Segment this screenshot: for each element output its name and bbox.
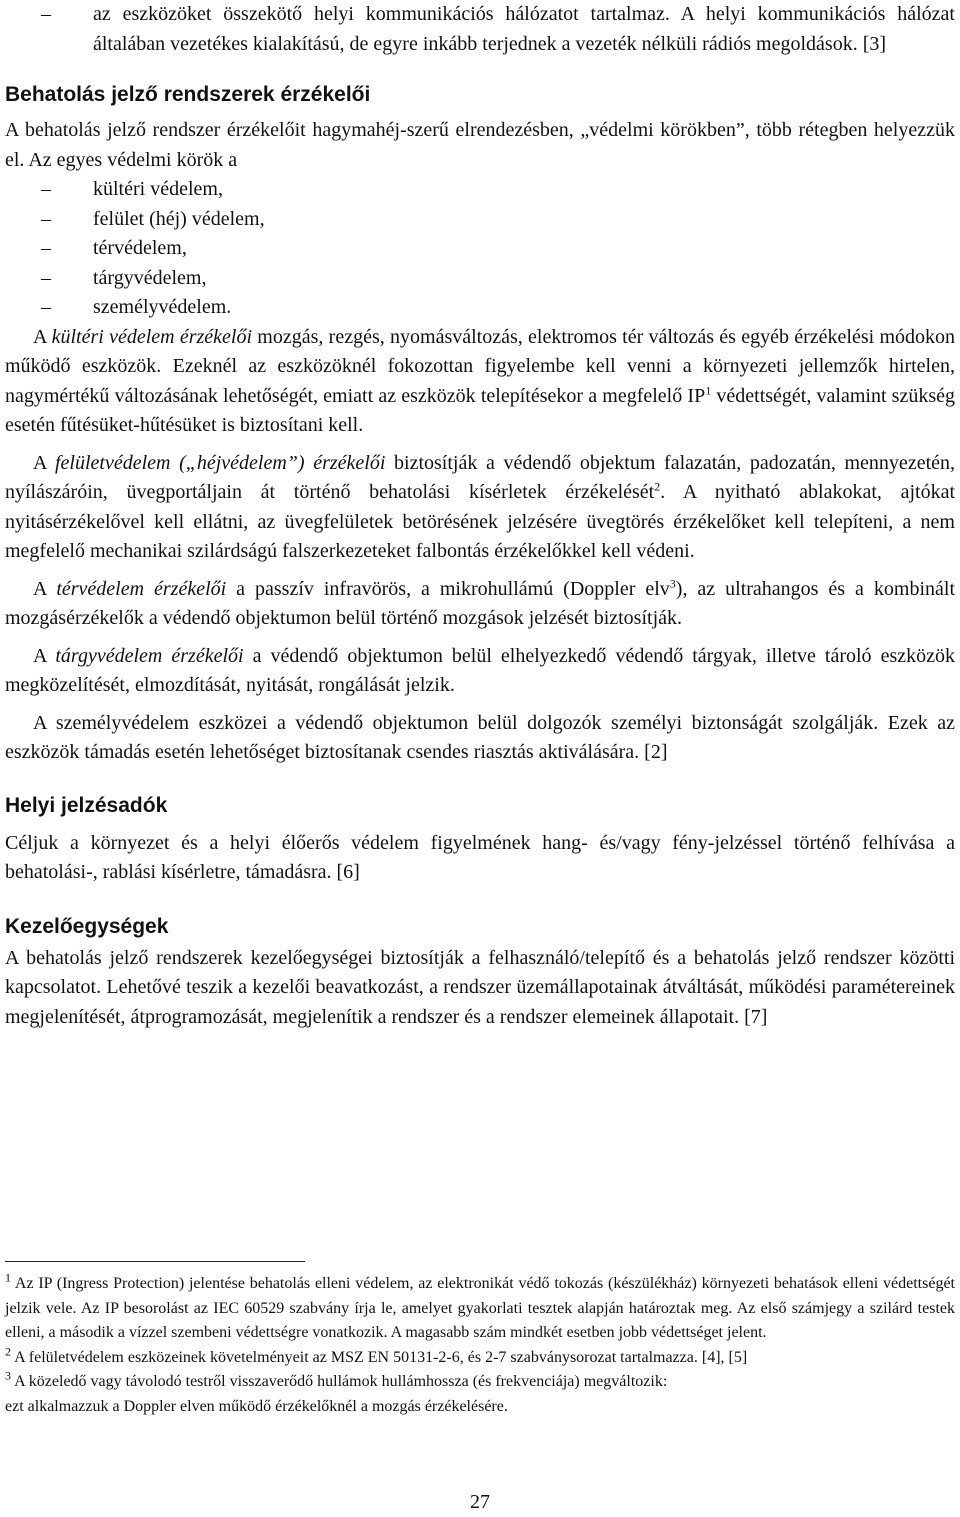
surface-protection-paragraph: A felületvédelem („héjvédelem”) érzékelői biztosítják a védendő objektum falazatán, padozatán, mennyezetén, nyílászáróin, üvegportáljain át történő behatolási kísérletek érzékelését$^2$. A nyitható ablakokat, ajtókat nyitásérzékelővel kell ellátni, az üvegfelületek betörésének jelzésére üvegtörés érzékelőket kell telepíteni, a nem megfelelő mechanikai szilárdságú falszerkezeteket falbontás érzékelőkkel kell védeni. [5, 451, 956, 562]
footnote-ref-2[interactable]: 2 [654, 479, 661, 494]
outdoor-protection-paragraph: A kültéri védelem érzékelői mozgás, rezgés, nyomásváltozás, elektromos tér változás és egyéb érzékelési módokon működő eszközök. Ezeknél az eszközöknél fokozottan figyelembe kell venni a környezeti jellemzők hirtelen, nagymértékű változásának lehetőségét, emiatt az eszközök telepítésekor a megfelelő $IP^1$ védettségét, valamint szükség esetén fűtésüket-hűtésüket is biztosítani kell. [5, 325, 956, 436]
list-item: – felület (héj) védelem, [5, 205, 955, 235]
list-item: – térvédelem, [5, 234, 955, 264]
footnote-1: $^1$ Az IP (Ingress Protection) jelentése behatolás elleni védelem, az elektronikát védő tokozás (készülékház) környezeti behatások elleni védettségét jelzik vele. Az IP besorolást az IEC 60529 szabvány írja le, amelyet gyakorlati tesztek alapján határoztak meg. Az első számjegy a szilárd testek elleni, a második a vízzel szembeni védettségre vonatkozik. A magasabb szám mindkét esetben jobb védettséget jelent. [5, 1270, 955, 1341]
page-number: 27 [470, 1491, 490, 1513]
term-surface: felületvédelem („héjvédelem”) érzékelői [54, 451, 386, 474]
section-heading-sensors: Behatolás jelző rendszerek érzékelői [5, 83, 371, 106]
intro-list [5, 0, 955, 59]
footnote-ref-3[interactable]: 3 [669, 575, 676, 590]
footnote-separator [5, 1261, 305, 1262]
list-item: – kültéri védelem, [5, 175, 955, 205]
footnote-2: $^2$ A felületvédelem eszközeinek követelményeit az MSZ EN 50131-2-6, és 2-7 szabványsorozat tartalmazza. [4], [5] [5, 1344, 748, 1366]
list-item: – az eszközöket összekötő helyi kommunikációs hálózatot tartalmaz. A helyi kommunikációs hálózat általában vezetékes kialakítású, de egyre inkább terjednek a vezeték nélküli rádiós megoldások. [3] [5, 0, 955, 59]
object-protection-paragraph: A tárgyvédelem érzékelői a védendő objektumon belül elhelyezkedő védendő tárgyak, illetve tároló eszközök megközelítését, elmozdítását, nyitását, rongálását jelzik. [5, 644, 956, 696]
protection-circles-list [5, 175, 955, 323]
personal-protection-paragraph: A személyvédelem eszközei a védendő objektumon belül dolgozók személyi biztonságát szolgálják. Ezek az eszközök támadás esetén lehetőséget biztosítanak csendes riasztás aktiválására. [2] [5, 711, 955, 763]
footnote-ref-1[interactable]: 1 [705, 382, 712, 397]
sensors-intro: A behatolás jelző rendszer érzékelőit hagymahéj-szerű elrendezésben, „védelmi körökben”, több rétegben helyezzük el. Az egyes védelmi körök a [5, 119, 955, 171]
term-space: térvédelem érzékelői [56, 577, 227, 600]
section-heading-local-signalers: Helyi jelzésadók [5, 793, 168, 817]
space-protection-paragraph: A térvédelem érzékelői a passzív infravörös, a mikrohullámú (Doppler elv$^3$), az ultrahangos és a kombinált mozgásérzékelők a védendő objektumon belül történő mozgások jelzését biztosítják. [5, 575, 955, 629]
list-item: – tárgyvédelem, [5, 264, 955, 294]
section-heading-control-units: Kezelőegységek [5, 914, 169, 938]
local-signalers-text: Céljuk a környezet és a helyi élőerős védelem figyelmének hang- és/vagy fény-jelzéssel történő felhívása a behatolási-, rablási kísérletre, támadásra. [6] [5, 831, 955, 883]
control-units-text: A behatolás jelző rendszerek kezelőegységei biztosítják a felhasználó/telepítő és a behatolás jelző rendszer közötti kapcsolatot. Lehetővé teszik a kezelői beavatkozást, a rendszer üzemállapotainak átváltását, működési paramétereinek megjelenítését, átprogramozását, megjelenítik a rendszer és a rendszer elemeinek állapotait. [7] [5, 946, 955, 1028]
term-outdoor: kültéri védelem érzékelői [51, 325, 253, 348]
footnotes [5, 1272, 955, 1419]
footnote-3: $^3$ A közeledő vagy távolodó testről visszaverődő hullámok hullámhossza (és frekvenciája) megváltozik: ezt alkalmazzuk a Doppler elven működő érzékelőknél a mozgás érzékelésére. [5, 1368, 668, 1415]
term-object: tárgyvédelem érzékelői [55, 644, 244, 667]
list-item: – személyvédelem. [5, 293, 955, 323]
